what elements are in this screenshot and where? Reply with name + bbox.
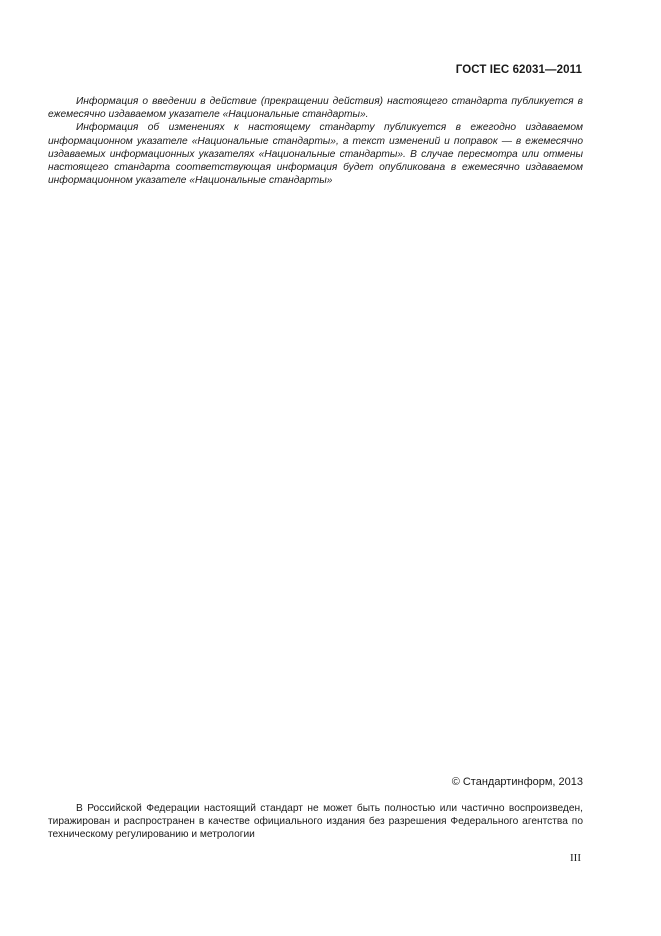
amendments-info-paragraph: Информация об изменениях к настоящему стандарту публикуется в ежегодно издаваемом информационном указателе «Национальные стандарты», а текст изменений и поправок — в ежемесячно издаваемых информационных указателях «Национальные стандарты». В случае пересмотра или отмены настоящего стандарта соответствующая информация будет опубликована в ежемесячно издаваемом информационном указателе «Национальные стандарты» <box>48 122 583 187</box>
reproduction-notice: В Российской Федерации настоящий стандарт не может быть полностью или частично воспроизведен, тиражирован и распространен в качестве официального издания без разрешения Федерального агентства по техническому регулированию и метрологии <box>48 803 583 841</box>
page-number: III <box>570 852 581 864</box>
publication-info-paragraph: Информация о введении в действие (прекращении действия) настоящего стандарта публикуется в ежемесячно издаваемом указателе «Национальные стандарты». <box>48 96 583 121</box>
document-header: ГОСТ IEC 62031—2011 <box>455 64 582 76</box>
publication-info-section <box>48 95 583 187</box>
copyright-notice: © Стандартинформ, 2013 <box>451 776 583 788</box>
